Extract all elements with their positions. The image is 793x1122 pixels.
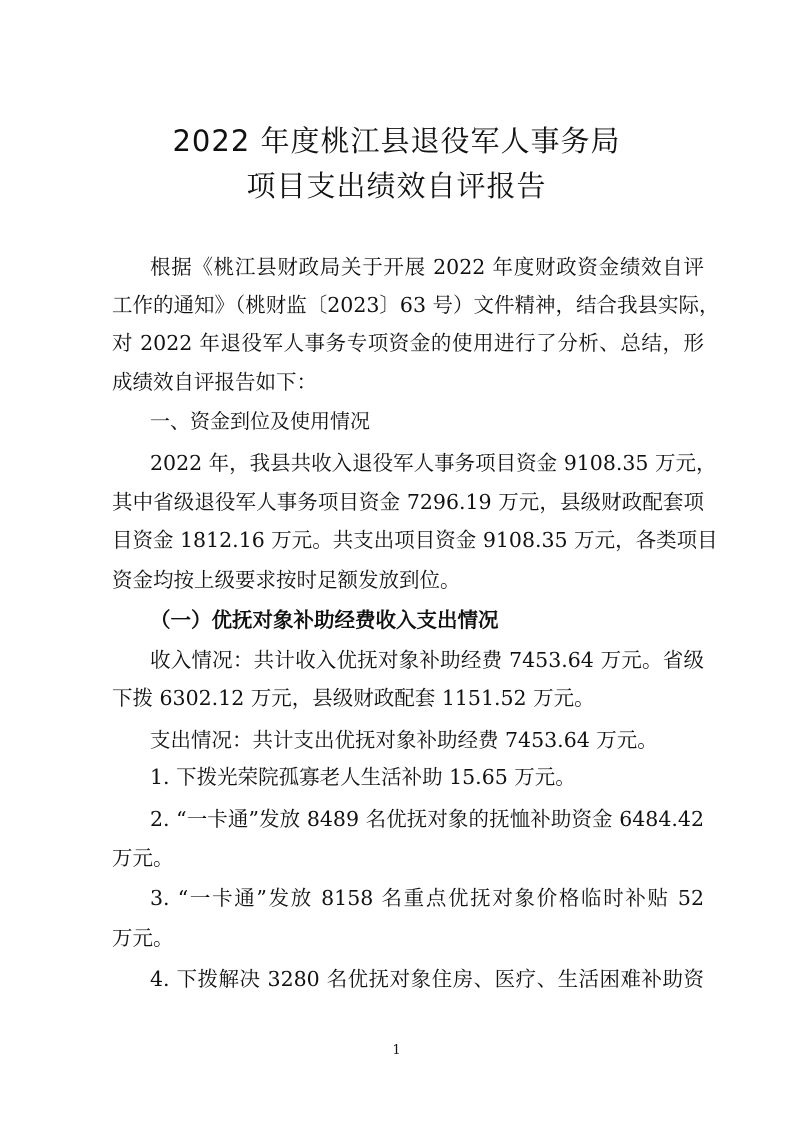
list-item-continuation: 万元。 [112, 926, 174, 950]
body-line: 收入情况：共计收入优抚对象补助经费 7453.64 万元。省级 [150, 648, 704, 672]
body-line: 工作的通知》（桃财监〔2023〕63 号）文件精神，结合我县实际， [112, 293, 720, 317]
page-number: 1 [392, 1043, 401, 1058]
document-title-line-1: 2022 年度桃江县退役军人事务局 [172, 124, 621, 158]
body-line: 对 2022 年退役军人事务专项资金的使用进行了分析、总结，形 [112, 331, 704, 355]
body-line: 支出情况：共计支出优抚对象补助经费 7453.64 万元。 [150, 728, 658, 752]
body-line: 资金均按上级要求按时足额发放到位。 [112, 568, 461, 592]
section-heading: 一、资金到位及使用情况 [150, 409, 370, 433]
body-line: 下拨 6302.12 万元，县级财政配套 1151.52 万元。 [112, 686, 595, 710]
list-item: 1. 下拨光荣院孤寡老人生活补助 15.65 万元。 [150, 765, 576, 789]
document-title-line-2: 项目支出绩效自评报告 [246, 169, 547, 203]
body-line: 目资金 1812.16 万元。共支出项目资金 9108.35 万元，各类项目 [112, 528, 718, 552]
body-line: 成绩效自评报告如下： [112, 370, 317, 394]
body-line: 根据《桃江县财政局关于开展 2022 年度财政资金绩效自评 [150, 255, 704, 279]
list-item: 3. “一卡通”发放 8158 名重点优抚对象价格临时补贴 52 [150, 886, 704, 910]
body-line: 2022 年，我县共收入退役军人事务项目资金 9108.35 万元， [150, 451, 717, 475]
list-item-continuation: 万元。 [112, 846, 174, 870]
list-item: 2. “一卡通”发放 8489 名优抚对象的抚恤补助资金 6484.42 [150, 807, 704, 831]
list-item: 4. 下拨解决 3280 名优抚对象住房、医疗、生活困难补助资 [150, 967, 704, 991]
subsection-heading: （一）优抚对象补助经费收入支出情况 [150, 608, 499, 632]
body-line: 其中省级退役军人事务项目资金 7296.19 万元，县级财政配套项 [112, 490, 704, 514]
